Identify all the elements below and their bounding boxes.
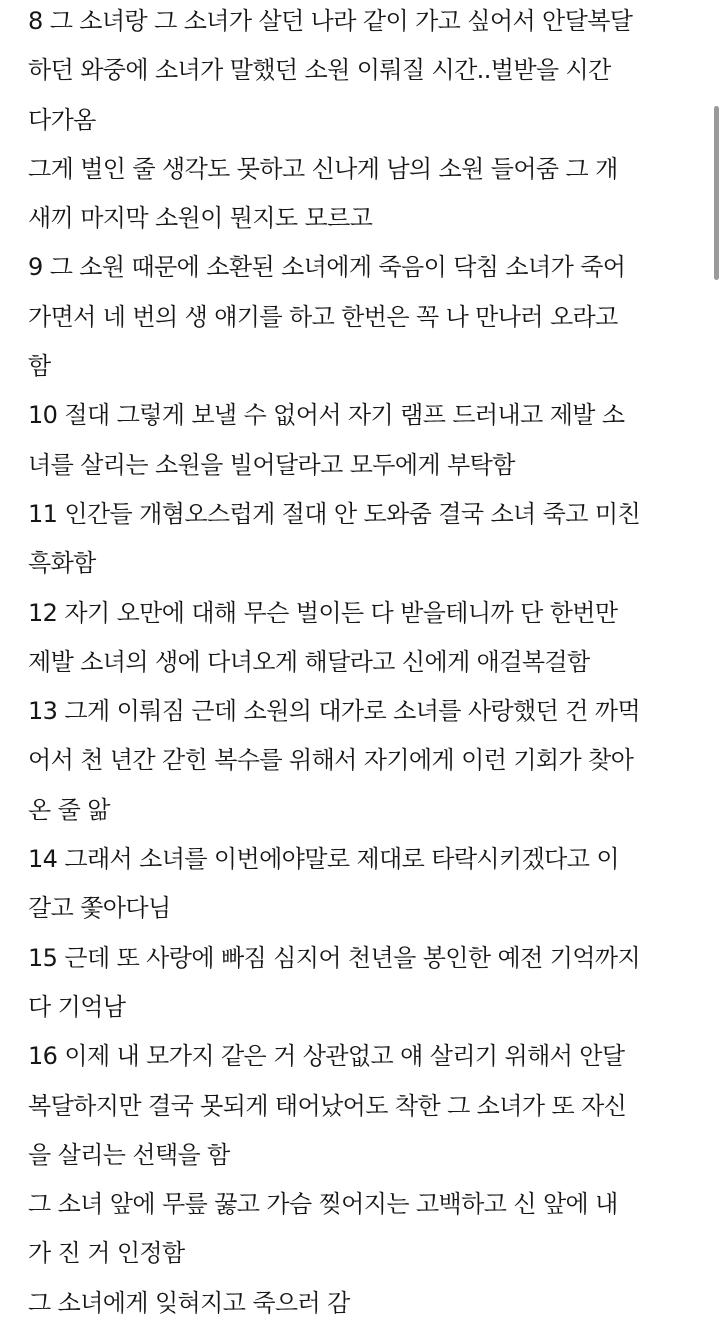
text-line: 9 그 소원 때문에 소환된 소녀에게 죽음이 닥침 소녀가 죽어 <box>28 253 626 282</box>
text-line: 녀를 살리는 소원을 빌어달라고 모두에게 부탁함 <box>28 450 515 479</box>
text-line: 11 인간들 개혐오스럽게 절대 안 도와줌 결국 소녀 죽고 미친 <box>28 499 641 528</box>
text-line: 15 근데 또 사랑에 빠짐 심지어 천년을 봉인한 예전 기억까지 <box>28 943 641 972</box>
text-line: 그 소녀에게 잊혀지고 죽으러 감 <box>28 1288 350 1317</box>
scrollbar-thumb[interactable] <box>714 106 719 280</box>
text-line: 8 그 소녀랑 그 소녀가 살던 나라 같이 가고 싶어서 안달복달 <box>28 7 633 35</box>
text-line: 12 자기 오만에 대해 무슨 벌이든 다 받을테니까 단 한번만 <box>28 598 618 627</box>
text-line: 다 기억남 <box>28 992 126 1021</box>
text-line: 복달하지만 결국 못되게 태어났어도 착한 그 소녀가 또 자신 <box>28 1091 627 1120</box>
text-line: 그게 벌인 줄 생각도 못하고 신나게 남의 소원 들어줌 그 개 <box>28 154 618 183</box>
text-line: 하던 와중에 소녀가 말했던 소원 이뤄질 시간..벌받을 시간 <box>28 56 611 85</box>
text-line: 그 소녀 앞에 무릎 꿇고 가슴 찢어지는 고백하고 신 앞에 내 <box>28 1190 618 1219</box>
text-line: 함 <box>28 352 51 381</box>
text-line: 흑화함 <box>28 549 96 578</box>
text-line: 제발 소녀의 생에 다녀오게 해달라고 신에게 애걸복걸함 <box>28 647 590 676</box>
text-line: 다가옴 <box>28 105 96 134</box>
text-line: 10 절대 그렇게 보낼 수 없어서 자기 램프 드러내고 제발 소 <box>28 401 625 430</box>
text-line: 새끼 마지막 소원이 뭔지도 모르고 <box>28 204 373 233</box>
text-line: 가 진 거 인정함 <box>28 1239 185 1268</box>
text-line: 14 그래서 소녀를 이번에야말로 제대로 타락시키겠다고 이 <box>28 845 619 874</box>
text-line: 을 살리는 선택을 함 <box>28 1140 230 1169</box>
text-line: 온 줄 앎 <box>28 795 110 824</box>
text-line: 갈고 쫓아다님 <box>28 894 171 923</box>
text-line: 어서 천 년간 갇힌 복수를 위해서 자기에게 이런 기회가 찾아 <box>28 746 634 775</box>
post-body <box>28 0 688 1328</box>
text-line: 13 그게 이뤄짐 근데 소원의 대가로 소녀를 사랑했던 건 까먹 <box>28 697 641 726</box>
text-line: 가면서 네 번의 생 얘기를 하고 한번은 꼭 나 만나러 오라고 <box>28 302 618 331</box>
text-line: 16 이제 내 모가지 같은 거 상관없고 얘 살리기 위해서 안달 <box>28 1042 625 1071</box>
